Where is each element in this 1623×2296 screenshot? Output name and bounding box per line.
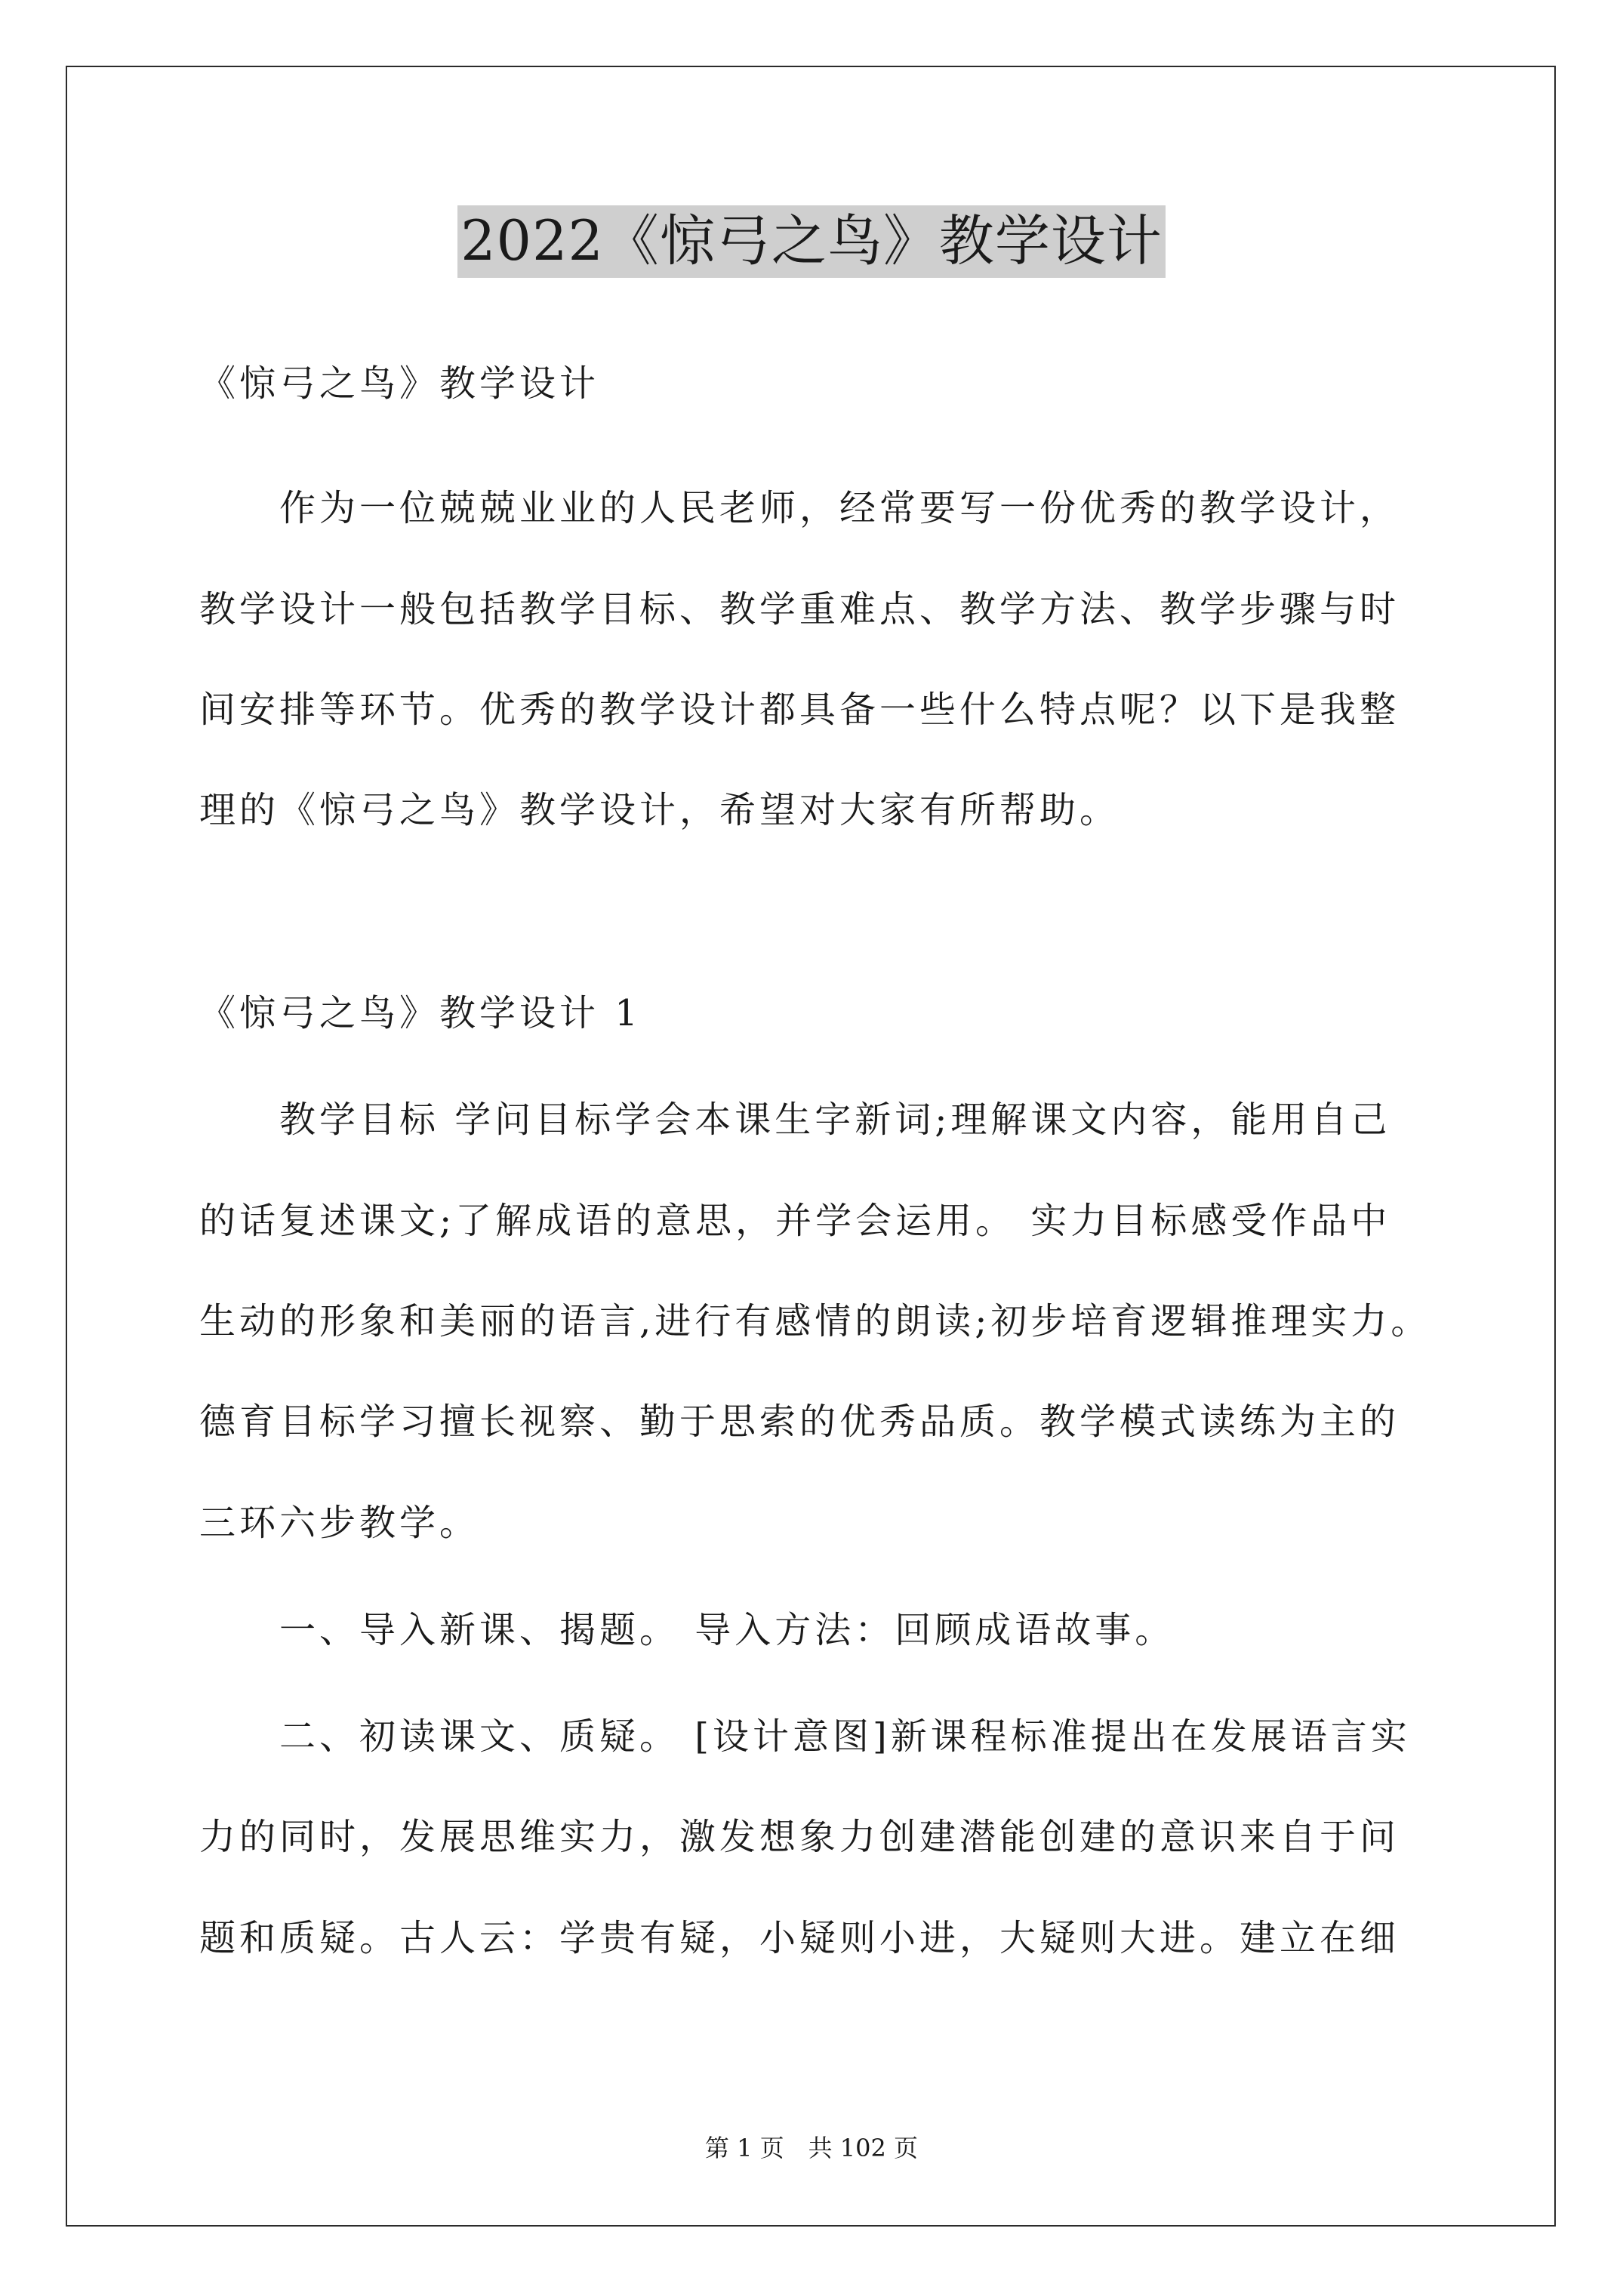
paragraph-line: 生动的形象和美丽的语言,进行有感情的朗读;初步培育逻辑推理实力。 <box>199 1300 1431 1342</box>
document-title: 2022《惊弓之鸟》教学设计 <box>457 205 1166 278</box>
paragraph-line: 间安排等环节。优秀的教学设计都具备一些什么特点呢？以下是我整 <box>199 689 1400 731</box>
paragraph-line: 德育目标学习擅长视察、勤于思索的优秀品质。教学模式读练为主的 <box>199 1401 1400 1443</box>
paragraph-line: 的话复述课文;了解成语的意思，并学会运用。 实力目标感受作品中 <box>199 1200 1391 1242</box>
title-container <box>0 205 1623 278</box>
section-heading: 《惊弓之鸟》教学设计 <box>199 362 600 405</box>
paragraph-line: 一、导入新课、揭题。 导入方法：回顾成语故事。 <box>199 1609 1175 1651</box>
paragraph-line: 三环六步教学。 <box>199 1502 480 1544</box>
paragraph-line: 力的同时，发展思维实力，激发想象力创建潜能创建的意识来自于问 <box>199 1816 1400 1858</box>
paragraph-line: 题和质疑。古人云：学贵有疑，小疑则小进，大疑则大进。建立在细 <box>199 1917 1400 1959</box>
paragraph-line: 理的《惊弓之鸟》教学设计，希望对大家有所帮助。 <box>199 789 1120 831</box>
page-footer: 第 1 页 共 102 页 <box>704 2134 919 2162</box>
section-heading: 《惊弓之鸟》教学设计 1 <box>199 992 642 1034</box>
paragraph-line: 作为一位兢兢业业的人民老师，经常要写一份优秀的教学设计， <box>199 487 1400 529</box>
paragraph-line: 二、初读课文、质疑。 [设计意图]新课程标准提出在发展语言实 <box>199 1715 1411 1758</box>
paragraph-line: 教学设计一般包括教学目标、教学重难点、教学方法、教学步骤与时 <box>199 588 1400 630</box>
paragraph-line: 教学目标 学问目标学会本课生字新词;理解课文内容，能用自己 <box>199 1099 1391 1141</box>
